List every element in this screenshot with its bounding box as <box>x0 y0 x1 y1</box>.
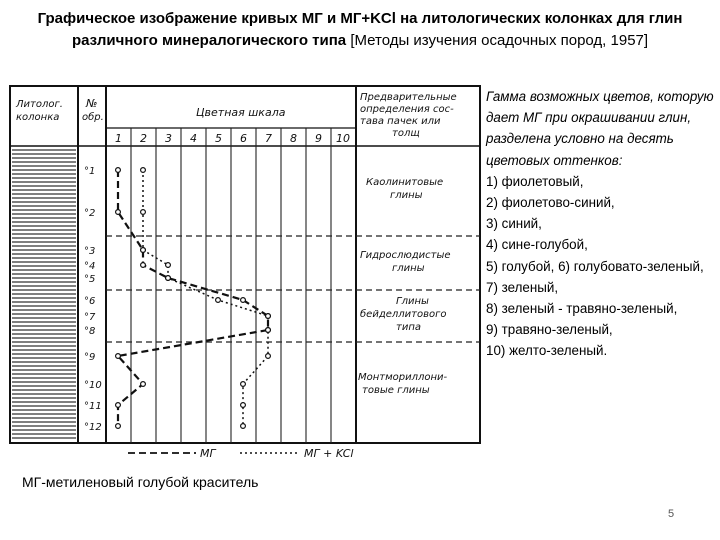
zone-label-beidellite-3: типа <box>396 322 421 333</box>
sample-number: °5 <box>84 274 96 285</box>
scale-number: 10 <box>336 132 350 145</box>
scale-number: 8 <box>290 132 297 145</box>
description-item-1: 1) фиолетовый, <box>486 173 584 189</box>
sample-number: °2 <box>84 208 96 219</box>
zone-label-montmor-2: товые глины <box>362 385 430 396</box>
page-number: 5 <box>668 508 675 520</box>
scale-number: 9 <box>315 132 322 145</box>
description-item-3: 3) синий, <box>486 216 542 232</box>
zone-label-hydromica-2: глины <box>392 263 425 274</box>
color-range-description <box>486 86 716 362</box>
curve-point <box>266 328 271 333</box>
curve-point <box>141 263 146 268</box>
header-num-line1: № <box>86 97 98 110</box>
curve-point <box>141 382 146 387</box>
zone-label-beidellite-1: Глины <box>396 296 429 307</box>
zone-label-beidellite-2: бейделлитового <box>360 309 447 320</box>
curve-point <box>241 298 246 303</box>
sample-number: °1 <box>84 166 96 177</box>
curve-point <box>116 168 121 173</box>
legend-mgkcl-label: МГ + KCl <box>304 447 354 460</box>
zone-label-kaolinite-2: глины <box>390 190 423 201</box>
curve-point <box>216 298 221 303</box>
curve-point <box>141 210 146 215</box>
curve-point <box>166 276 171 281</box>
sample-number: °11 <box>84 401 102 412</box>
sample-number: °7 <box>84 312 96 323</box>
curve-point <box>141 168 146 173</box>
scale-columns <box>115 128 350 443</box>
curve-point <box>116 424 121 429</box>
description-item-2: 2) фиолетово-синий, <box>486 195 615 211</box>
curve-point <box>241 403 246 408</box>
curve-mg <box>118 170 268 426</box>
curves <box>116 168 271 429</box>
scale-number: 2 <box>140 132 147 145</box>
zone-label-montmor-1: Монтмориллони- <box>358 372 448 383</box>
header-def-line2: определения сос- <box>360 104 454 115</box>
curve-point <box>266 314 271 319</box>
curve-point <box>241 382 246 387</box>
sample-number: °9 <box>84 352 96 363</box>
scale-number: 1 <box>115 132 122 145</box>
title-main: Графическое изображение кривых МГ и МГ+KCl на литологических колонках для глин различного минералогического типа <box>37 10 683 49</box>
header-scale: Цветная шкала <box>196 106 286 119</box>
scale-number: 6 <box>240 132 247 145</box>
sample-labels <box>84 166 102 433</box>
caption: МГ-метиленовый голубой краситель <box>22 474 259 490</box>
header-lith-line1: Литолог. <box>16 99 63 110</box>
sample-number: °12 <box>84 422 102 433</box>
scale-number: 4 <box>190 132 197 145</box>
legend-mg-label: МГ <box>200 447 216 460</box>
curve-point <box>116 210 121 215</box>
scale-number: 3 <box>165 132 172 145</box>
sample-number: °6 <box>84 296 96 307</box>
description-item-5: 5) голубой, 6) голубовато-зеленый, 7) зеленый, <box>486 258 704 295</box>
description-lead: Гамма возможных цветов, которую дает МГ при окрашивании глин, разделена условно на десять цветовых оттенков: <box>486 89 714 168</box>
scale-number: 5 <box>215 132 222 145</box>
description-item-8: 10) желто-зеленый. <box>486 343 608 359</box>
curve-point <box>166 263 171 268</box>
sample-number: °8 <box>84 326 96 337</box>
header-lith-line2: колонка <box>16 112 60 123</box>
header-num-line2: обр. <box>82 112 104 123</box>
header-def-line4: толщ <box>392 128 420 139</box>
sample-number: °10 <box>84 380 102 391</box>
sample-number: °4 <box>84 261 96 272</box>
curve-point <box>116 403 121 408</box>
curve-point <box>266 354 271 359</box>
zone-label-hydromica-1: Гидрослюдистые <box>360 250 451 261</box>
header-def-line1: Предварительные <box>360 92 457 103</box>
zone-label-kaolinite-1: Каолинитовые <box>366 177 444 188</box>
curve-point <box>141 248 146 253</box>
description-item-7: 9) травяно-зеленый, <box>486 322 613 338</box>
header-def-line3: тава пачек или <box>360 116 441 127</box>
lithology-column-hatching <box>12 150 76 438</box>
description-item-6: 8) зеленый - травяно-зеленый, <box>486 301 678 317</box>
description-item-4: 4) сине-голубой, <box>486 237 588 253</box>
curve-point <box>116 354 121 359</box>
sample-number: °3 <box>84 246 96 257</box>
curve-point <box>241 424 246 429</box>
scale-number: 7 <box>265 132 272 145</box>
title-source: [Методы изучения осадочных пород, 1957] <box>350 32 649 49</box>
